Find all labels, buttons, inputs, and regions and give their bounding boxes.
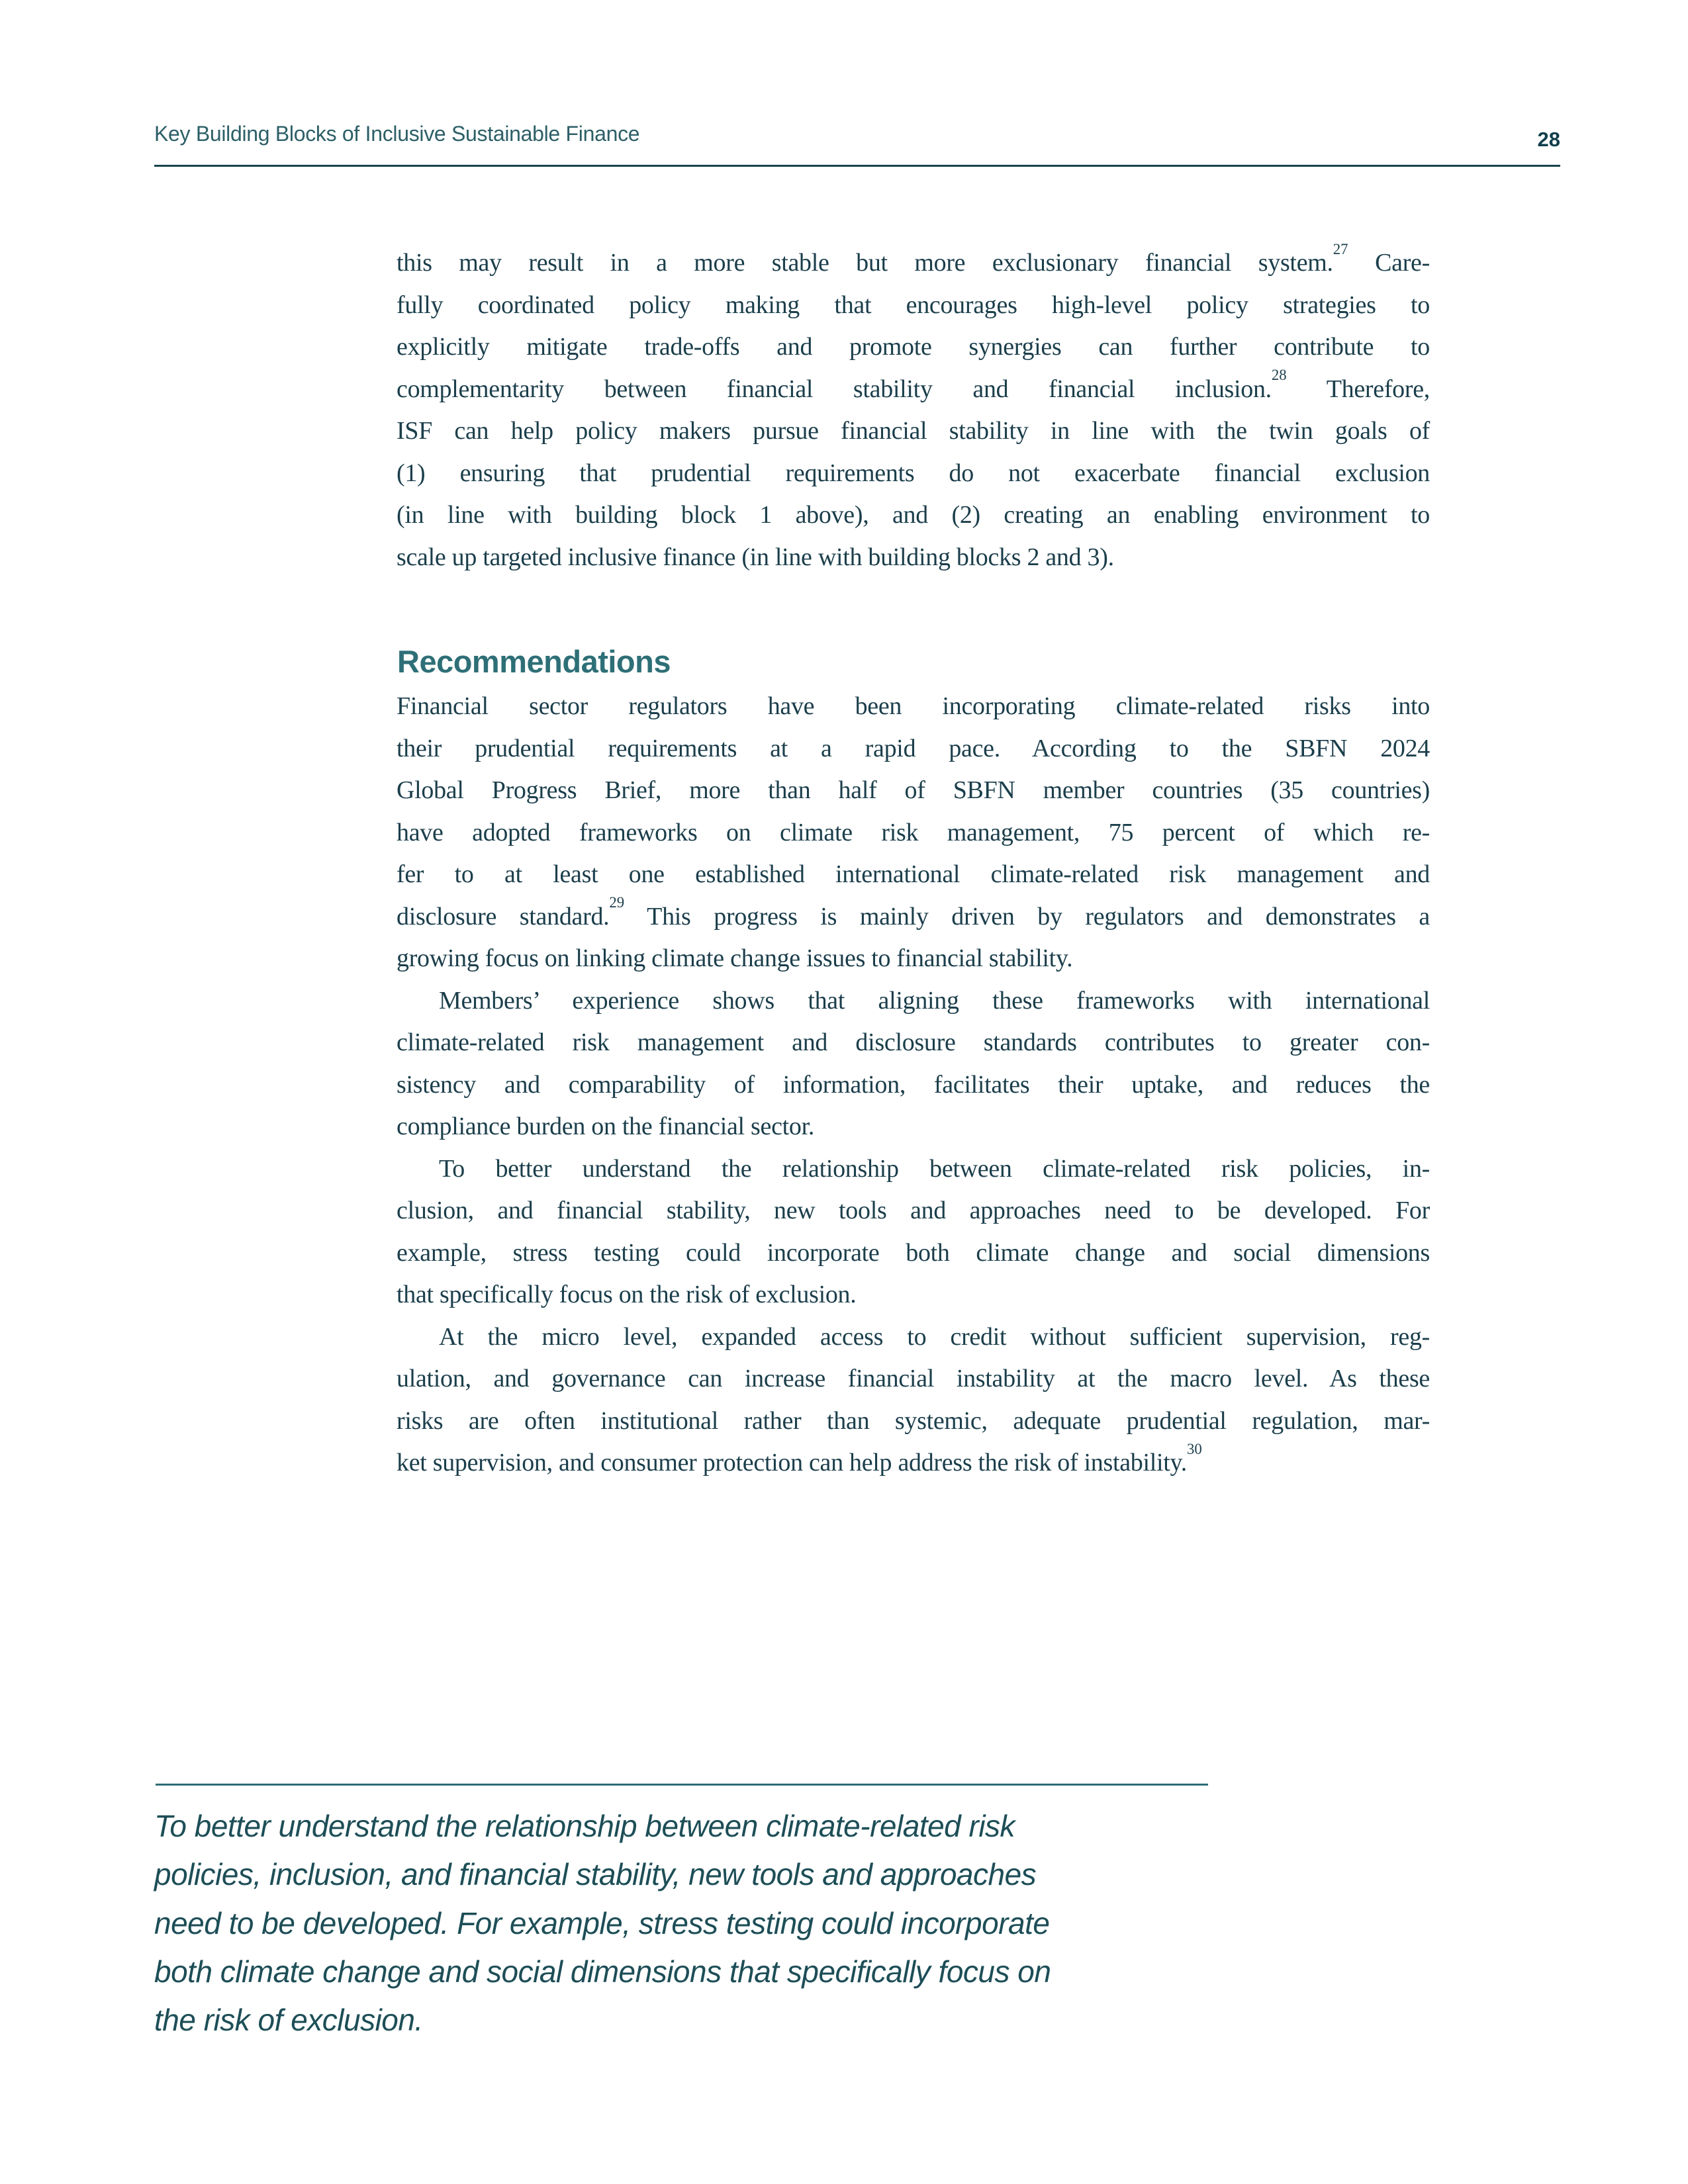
- text-line: have adopted frameworks on climate risk management, 75 percent of which re-: [397, 818, 1430, 846]
- text-line: sistency and comparability of information, facilitates their uptake, and reduces the: [397, 1070, 1430, 1099]
- intro-paragraph: [397, 242, 1430, 578]
- text-line: fer to at least one established international climate-related risk management and: [397, 860, 1430, 888]
- text-line: ISF can help policy makers pursue financial stability in line with the twin goals of: [397, 417, 1430, 445]
- text-line: climate-related risk management and disclosure standards contributes to greater con-: [397, 1028, 1430, 1056]
- text-line: Global Progress Brief, more than half of SBFN member countries (35 countries): [397, 776, 1430, 804]
- running-header-title: Key Building Blocks of Inclusive Sustainable Finance: [154, 122, 640, 146]
- text-line: At the micro level, expanded access to credit without sufficient supervision, reg-: [439, 1322, 1430, 1351]
- text-line: Members’ experience shows that aligning these frameworks with international: [439, 986, 1430, 1015]
- text-line: fully coordinated policy making that encourages high-level policy strategies to: [397, 291, 1430, 319]
- pull-quote-rule: [156, 1784, 1208, 1786]
- text-line: that specifically focus on the risk of exclusion.: [397, 1281, 857, 1308]
- recommendations-body-text: [397, 686, 1430, 1484]
- text-line: growing focus on linking climate change issues to financial stability.: [397, 944, 1073, 972]
- text-line: the risk of exclusion.: [154, 2003, 423, 2038]
- section-heading-recommendations: Recommendations: [397, 644, 671, 679]
- text-line: risks are often institutional rather than systemic, adequate prudential regulation, mar-: [397, 1406, 1430, 1435]
- text-line: example, stress testing could incorporate both climate change and social dimensions: [397, 1238, 1430, 1267]
- text-line: ulation, and governance can increase financial instability at the macro level. As these: [397, 1365, 1430, 1392]
- text-line: complementarity between financial stability and financial inclusion.$^{28}$ Therefore,: [397, 367, 1430, 403]
- text-line: both climate change and social dimensions that specifically focus on: [154, 1954, 1051, 1989]
- text-line: need to be developed. For example, stress testing could incorporate: [154, 1905, 1050, 1940]
- text-line: explicitly mitigate trade-offs and promote synergies can further contribute to: [397, 333, 1430, 361]
- text-line: their prudential requirements at a rapid pace. According to the SBFN 2024: [397, 734, 1430, 762]
- text-line: scale up targeted inclusive finance (in line with building blocks 2 and 3).: [397, 543, 1114, 571]
- text-line: To better understand the relationship between climate-related risk: [154, 1809, 1015, 1843]
- text-line: this may result in a more stable but more exclusionary financial system.$^{27}$ Care-: [397, 240, 1430, 277]
- text-line: (in line with building block 1 above), and (2) creating an enabling environment to: [397, 501, 1430, 529]
- header-rule: [154, 165, 1560, 167]
- text-line: Financial sector regulators have been incorporating climate-related risks into: [397, 692, 1430, 720]
- page-number: 28: [1537, 128, 1560, 151]
- text-line: To better understand the relationship between climate-related risk policies, in-: [439, 1154, 1430, 1183]
- text-line: compliance burden on the financial sector.: [397, 1113, 815, 1140]
- text-line: ket supervision, and consumer protection can help address the risk of instability.$^{30}$: [397, 1440, 1202, 1477]
- text-line: disclosure standard.$^{29}$ This progress is mainly driven by regulators and demonstrates a: [397, 894, 1430, 931]
- text-line: clusion, and financial stability, new tools and approaches need to be developed. For: [397, 1197, 1430, 1224]
- text-line: policies, inclusion, and financial stability, new tools and approaches: [154, 1857, 1037, 1892]
- text-line: (1) ensuring that prudential requirements do not exacerbate financial exclusion: [397, 459, 1430, 487]
- pull-quote: [154, 1802, 1246, 2044]
